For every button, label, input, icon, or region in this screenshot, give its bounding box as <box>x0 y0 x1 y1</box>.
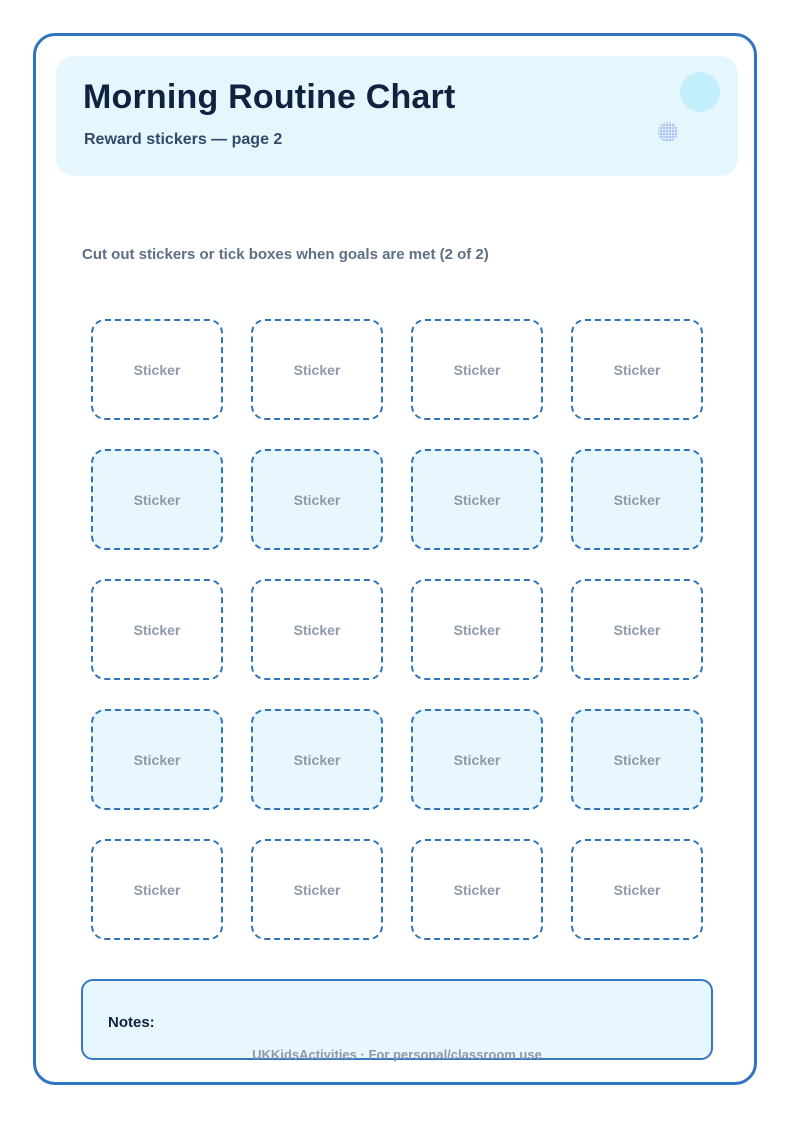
page-subtitle: Reward stickers — page 2 <box>84 131 283 148</box>
sticker-label: Sticker <box>293 621 341 638</box>
decorative-circle-icon <box>680 72 720 112</box>
sticker-label: Sticker <box>133 491 181 508</box>
sticker-box[interactable] <box>91 319 223 420</box>
notes-label: Notes: <box>108 1014 155 1031</box>
instructions-text: Cut out stickers or tick boxes when goals are met (2 of 2) <box>82 246 489 263</box>
sticker-label: Sticker <box>133 881 181 898</box>
sticker-box[interactable] <box>411 579 543 680</box>
sticker-box[interactable] <box>91 449 223 550</box>
sticker-label: Sticker <box>613 491 661 508</box>
sticker-box[interactable] <box>251 319 383 420</box>
footer-credit: UKKidsActivities · For personal/classroom use <box>252 1047 542 1062</box>
page-title: Morning Routine Chart <box>83 78 456 116</box>
sticker-grid <box>91 319 703 940</box>
sticker-box[interactable] <box>251 449 383 550</box>
sticker-box[interactable] <box>411 709 543 810</box>
decorative-dotted-circle-icon <box>658 122 678 142</box>
sticker-box[interactable] <box>571 319 703 420</box>
sticker-label: Sticker <box>133 361 181 378</box>
sticker-label: Sticker <box>613 621 661 638</box>
sticker-box[interactable] <box>571 709 703 810</box>
sticker-label: Sticker <box>613 361 661 378</box>
sticker-label: Sticker <box>453 361 501 378</box>
sticker-box[interactable] <box>571 449 703 550</box>
sticker-label: Sticker <box>453 881 501 898</box>
sticker-label: Sticker <box>453 491 501 508</box>
sticker-box[interactable] <box>91 579 223 680</box>
sticker-box[interactable] <box>91 839 223 940</box>
sticker-box[interactable] <box>571 839 703 940</box>
sticker-label: Sticker <box>133 621 181 638</box>
sticker-label: Sticker <box>613 881 661 898</box>
sticker-label: Sticker <box>293 361 341 378</box>
sticker-label: Sticker <box>293 491 341 508</box>
sticker-label: Sticker <box>613 751 661 768</box>
sticker-box[interactable] <box>411 319 543 420</box>
sticker-label: Sticker <box>453 751 501 768</box>
sticker-label: Sticker <box>133 751 181 768</box>
sticker-box[interactable] <box>251 709 383 810</box>
sticker-box[interactable] <box>571 579 703 680</box>
sticker-label: Sticker <box>293 751 341 768</box>
sticker-box[interactable] <box>411 449 543 550</box>
sticker-box[interactable] <box>251 839 383 940</box>
sticker-label: Sticker <box>293 881 341 898</box>
sticker-box[interactable] <box>251 579 383 680</box>
sticker-box[interactable] <box>91 709 223 810</box>
sticker-label: Sticker <box>453 621 501 638</box>
sticker-box[interactable] <box>411 839 543 940</box>
